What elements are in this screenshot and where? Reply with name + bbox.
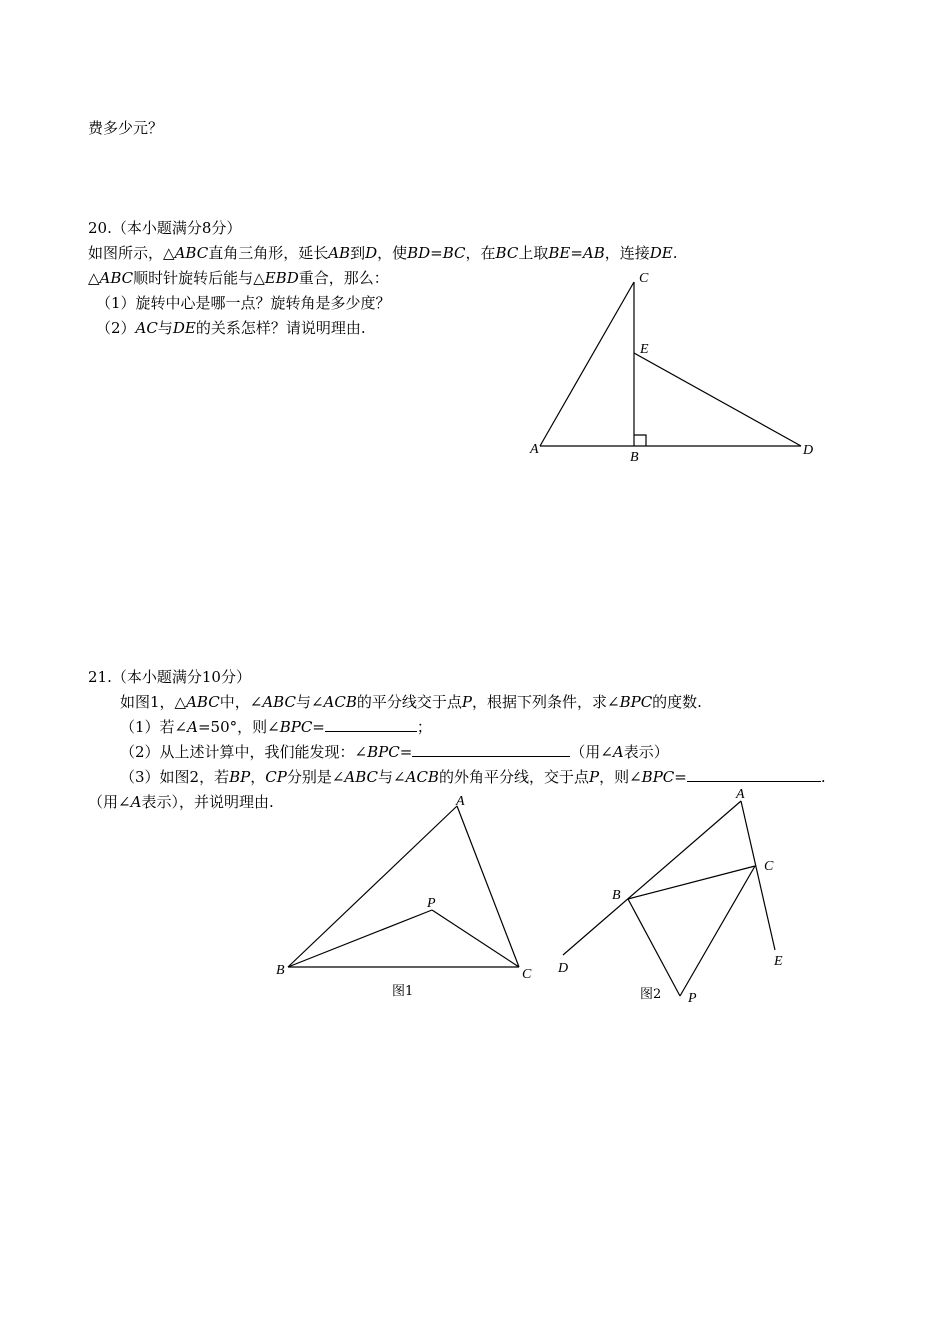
q20-header: 20.（本小题满分8分） <box>88 219 242 237</box>
fig1-segment-BP <box>288 910 432 967</box>
q20-sub2: （2）AC与DE的关系怎样？请说明理由. <box>96 319 366 337</box>
label-A: A <box>530 442 539 457</box>
fig1-label-A: A <box>456 794 465 809</box>
fig2-label-A: A <box>736 787 745 802</box>
fig2-label-C: C <box>764 859 774 874</box>
q20-sub1: （1）旋转中心是哪一点？旋转角是多少度？ <box>96 294 391 312</box>
figure-2 <box>563 801 775 996</box>
fig2-label-E: E <box>774 954 783 969</box>
answer-blank-2[interactable] <box>412 742 570 757</box>
fig2-label-B: B <box>612 888 621 903</box>
segment-ED <box>634 353 801 446</box>
segment-AC <box>540 282 634 446</box>
fig2-label-D: D <box>558 961 569 976</box>
fig2-ray-AE <box>741 801 775 950</box>
fig2-segment-BC <box>628 866 755 899</box>
label-C: C <box>639 271 649 286</box>
fig1-segment-AC <box>457 806 519 967</box>
q21-intro: 如图1，△ABC中，∠ABC与∠ACB的平分线交于点P，根据下列条件，求∠BPC的度数. <box>120 693 702 711</box>
fig2-caption: 图2 <box>640 987 662 1002</box>
q21-sub1: （1）若∠A=50°，则∠BPC= ； <box>120 718 432 736</box>
fig1-label-B: B <box>276 963 285 978</box>
fig2-segment-BP <box>628 899 680 996</box>
q20-statement-line1: 如图所示，△ABC直角三角形，延长AB到D，使BD=BC，在BC上取BE=AB，连接DE. <box>88 244 678 262</box>
q21-header: 21.（本小题满分10分） <box>88 668 251 686</box>
answer-blank-1[interactable] <box>325 717 417 732</box>
q21-sub3: （3）如图2，若BP，CP分别是∠ABC与∠ACB的外角平分线，交于点P，则∠BPC= . <box>120 768 826 786</box>
fig1-segment-BA <box>288 806 457 967</box>
q21-sub3-continued: （用∠A表示），并说明理由. <box>88 793 274 811</box>
label-E: E <box>640 342 649 357</box>
answer-blank-3[interactable] <box>687 767 821 782</box>
fig1-caption: 图1 <box>392 984 414 999</box>
label-B: B <box>630 450 639 465</box>
previous-question-tail: 费多少元？ <box>88 119 164 137</box>
right-angle-mark <box>634 435 646 446</box>
fig1-segment-PC <box>432 910 519 967</box>
q21-sub2: （2）从上述计算中，我们能发现：∠BPC= （用∠A表示） <box>120 743 669 761</box>
q20-statement-line2: △ABC顺时针旋转后能与△EBD重合，那么： <box>88 269 389 287</box>
fig2-label-P: P <box>688 991 697 1006</box>
fig1-label-P: P <box>427 896 436 911</box>
label-D: D <box>803 443 814 458</box>
figure-1 <box>288 806 519 967</box>
fig1-label-C: C <box>522 967 532 982</box>
fig2-segment-CP <box>680 866 755 996</box>
fig2-ray-DA <box>563 801 741 955</box>
